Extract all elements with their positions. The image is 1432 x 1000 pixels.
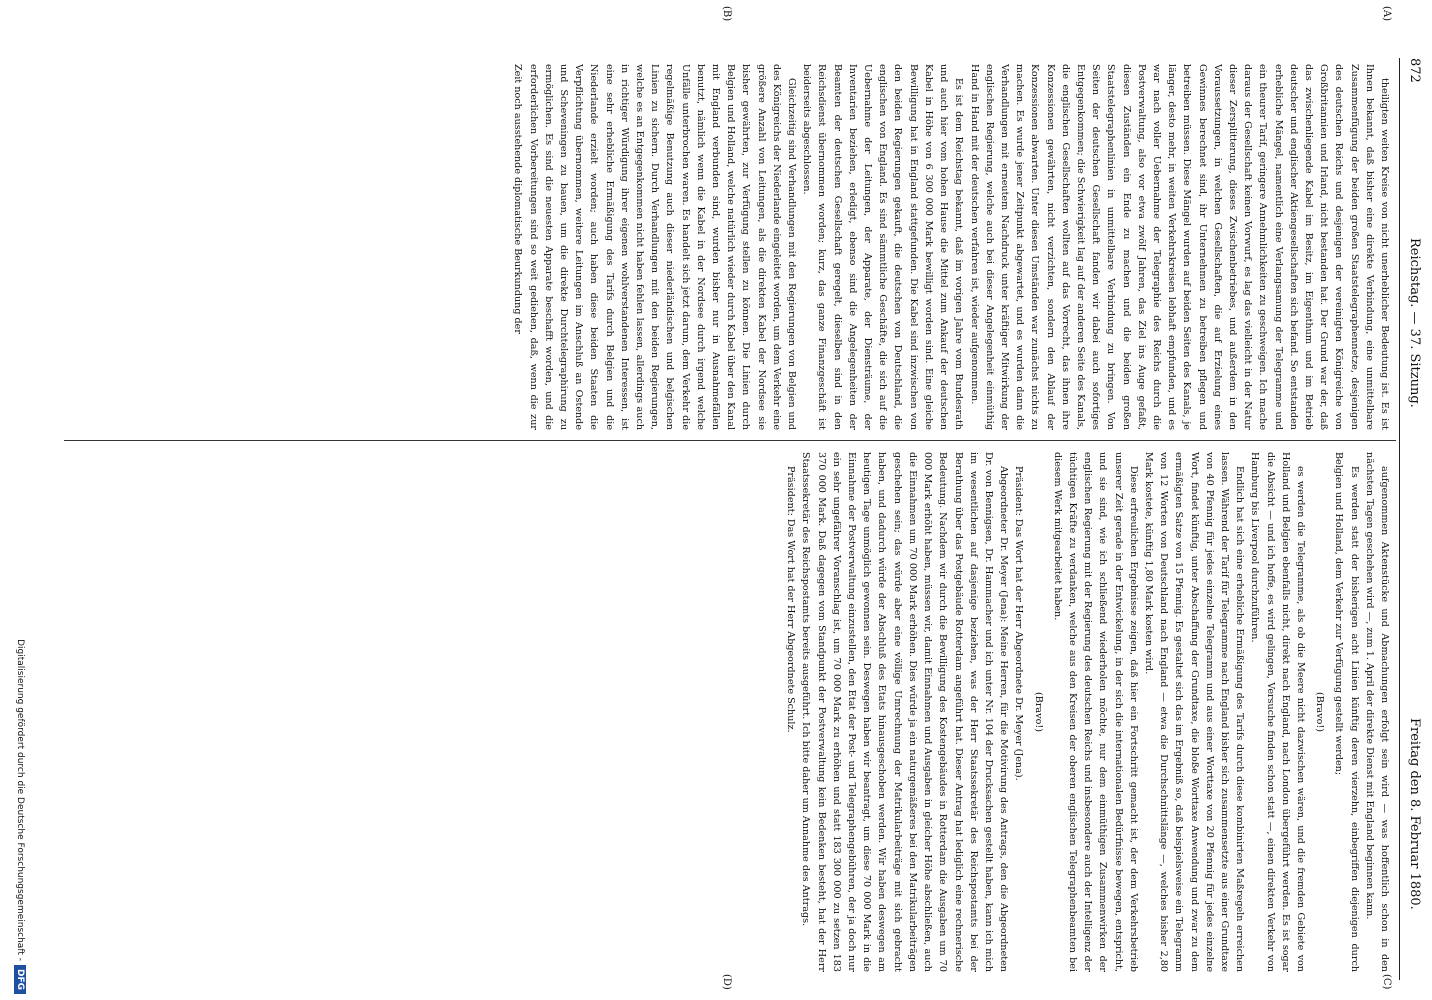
margin-marker-d: (D) <box>721 974 732 990</box>
paragraph: Gleichzeitig sind Verhandlungen mit den Regierungen von Belgien und des Königreichs der Niederlande eingeleitet worden, um dem Verkehr eine größere Anzahl von Leitungen, als die direkten Kabel der Nordsee sie bisher gewährten, zur Verfügung stellen zu können. Die Linien durch Belgien und Holland, welche natürlich wieder durch Kabel über den Kanal mit England verbunden sind, wurden bisher nur in Ausnahmefällen benutzt, nämlich wenn die Kabel in der Nordsee durch irgend welche Unfälle unterbrochen waren. Es handelt sich jetzt darum, dem Verkehr die regelmäßige Benutzung auch dieser niederländischen und belgischen Linien zu sichern. Durch Verhandlungen mit den beiden Regierungen, welche es an Entgegenkommen nicht haben fehlen lassen, allerdings auch in richtiger Würdigung ihrer eigenen wohlverstandenen Interessen, ist eine sehr erhebliche Ermäßigung des Tarifs durch Belgien und die Niederlande erzielt worden; auch haben diese beiden Staaten die Verpflichtung übernommen, weitere Leitungen im Anschluß an Ostende und Scheveningen zu bauen, um die direkte Durchtelegraphirung zu ermöglichen. Es sind die neuesten Apparate beschafft worden, und die erforderlichen Vorbereitungen sind so weit gediehen, daß, wenn die zur Zeit noch ausstehende diplomatische Beurkundung der <box>512 64 798 430</box>
paragraph-president: Präsident: Das Wort hat der Herr Abgeordnete Schulz. <box>785 466 797 733</box>
digitization-credit <box>8 4 26 994</box>
page-header <box>1399 58 1424 980</box>
paragraph: aufgenommen Aktenstücke und Abmachungen erfolgt sein wird — was hoffentlich schon in den nächsten Tagen geschehen wird —, zum 1. April der direkte Dienst mit England beginnen kann. <box>1363 452 1390 972</box>
applause-note: (Bravo!) <box>1032 692 1044 732</box>
dfg-logo: DFG <box>14 965 26 994</box>
page-number: 872 <box>1407 58 1422 83</box>
paragraph: Es ist dem Reichstag bekannt, daß im vorigen Jahre vom Bundesrath und auch hier vom hohen Hause die Mittel zum Ankauf der deutschen Kabel in Höhe von 6 300 000 Mark bewilligt worden sind. Eine gleiche Bewilligung hat in England stattgefunden. Die Kabel sind inzwischen von den beiden Regierungen gekauft, die deutschen von Deutschland, die englischen von England. Es sind sämmtliche Geschäfte, die sich auf die Uebernahme der Leitungen, der Apparate, der Diensträume, der Inventarien beziehen, erledigt, ebenso sind die Angelegenheiten der Beamten der deutschen Gesellschaft geregelt, dieselben sind in den Reichsdienst übernommen worden; kurz, das ganze Finanzgeschäft ist beiderseits abgeschlossen. <box>801 64 965 430</box>
paragraph-speech: Abgeordneter Dr. Meyer (Jena): Meine Herren, für die Motivirung des Antrags, den die Abgeordneten Dr. von Bennigsen, Dr. Hammacher und ich unter Nr. 104 der Drucksachen gestellt haben, kann ich mich im wesentlichen auf dasjenige beziehen, was der Herr Staatssekretär des Reichspostamts bei der Berathung über das Postgebäude Rotterdam angeführt hat. Dieser Antrag hat lediglich eine rechnerische Bedeutung. Nachdem wir durch die Bewilligung des Kostengebäudes in Rotterdam die Ausgaben um 70 000 Mark erhöht haben, müssen wir, damit Einnahmen und Ausgaben in gleicher Höhe abschließen, auch die Einnahmen um 70 000 Mark erhöhen. Dies würde ja ein naturgemäßeres bei den Matrikularbeiträgen geschehen sein; das würde aber eine völlige Umrechnung der Matrikularbeiträge mit sich gebracht haben, und dadurch würde der Abschluß des Etats hinausgeschoben werden. Wir haben deswegen am heutigen Tage unmöglich gewonnen sein. Deswegen haben wir beantragt, um diese 70 000 Mark in die Einnahme der Postverwaltung einzustellen, den Etat der Post- und Telegraphengebühren, der ja doch nur ein sehr ungefährer Voranschlag ist, um 70 000 Mark zu erhöhen und statt 183 300 000 zu setzen 183 370 000 Mark. Daß dagegen vom Standpunkt der Postverwaltung kein Bedenken besteht, hat der Herr Staatssekretär des Reichspostamts bereits ausgeführt. Ich bitte daher um Annahme des Antrags. <box>800 452 1010 972</box>
margin-marker-a: (A) <box>1381 6 1392 22</box>
paragraph: Es werden statt der bisherigen acht Linien künftig deren vierzehn, einbegriffen diejenigen durch Belgien und Holland, dem Verkehr zur Verfügung gestellt werden; <box>1333 452 1360 972</box>
left-running-title: Reichstag. — 37. Sitzung. <box>1407 238 1422 408</box>
text-column-left <box>64 64 1392 430</box>
paragraph: Diese erfreulichen Ergebnisse zeigen, daß hier ein Fortschritt gemacht ist, der dem Verkehrsbetrieb unserer Zeit gerade in der Entwickelung, in der sich die internationalen Bedürfnisse bewegen, entspricht, und sie sind, wie ich schließend wiederholen möchte, nur dem einmüthigen Zusammenwirken der englischen Regierung mit der Regierung des deutschen Reichs und insbesondere auch der Intelligenz der tüchtigen Kräfte zu verdanken, welche aus den Kreisen der oberen englischen Telegraphenbeamten bei diesem Werk mitgearbeitet haben. <box>1051 452 1139 972</box>
paragraph-president: Präsident: Das Wort hat der Herr Abgeordnete Dr. Meyer (Jena). <box>1013 466 1025 781</box>
digitization-text: Digitalisierung gefördert durch die Deutsche Forschungsgemeinschaft - <box>15 639 25 961</box>
paragraph: Endlich hat sich eine erhebliche Ermäßigung des Tarifs durch diese kombinirten Maßregeln erreichen lassen. Während der Tarif für Telegramme nach England bisher sich zusammensetzte aus einer Grundtaxe von 40 Pfennig für jedes einzelne Telegramm und aus einer Worttaxe von 20 Pfennig für jedes einzelne Wort, findet künftig, unter Abschaffung der Grundtaxe, die bloße Worttaxe Anwendung und zwar zu dem ermäßigten Satze von 15 Pfennig. Es gestaltet sich das im Ergebniß so, daß beispielsweise ein Telegramm von 12 Worten von Deutschland nach England — etwa die Durchschnittslänge —, welches bisher 2,80 Mark kostete, künftig 1,80 Mark kosten wird. <box>1142 452 1246 972</box>
margin-marker-b: (B) <box>721 6 732 22</box>
applause-note: (Bravo!) <box>1314 692 1326 732</box>
column-divider <box>64 440 1396 441</box>
margin-marker-c: (C) <box>1381 974 1392 990</box>
paragraph: theiligten weiten Kreise von nicht unerheblicher Bedeutung ist. Es ist Ihnen bekannt, daß bisher eine direkte Verbindung, eine unmittelbare Zusammenfügung der beiden großen Staatstelegraphennetze, desjenigen des deutschen Reichs und desjenigen der vereinigten Königreiche von Großbritannien und Irland, nicht bestanden hat. Der Grund war der, daß das zwischenliegende Kabel im Besitz, im Eigenthum und im Betrieb deutscher und englischer Aktiengesellschaften sich befand. So entstanden erhebliche Mängel, namentlich eine Verlangsamung der Telegramme und ein theurer Tarif, geringere Annehmlichkeiten zu geschweigen. Ich mache daraus der Gesellschaft keinen Vorwurf, es lag das vielleicht in der Natur dieser Zersplitterung, dieses Zwischenbetriebes, und außerdem in den Voraussetzungen, in welchen Gesellschaften, die auf Erzielung eines Gewinnes berechnet sind, ihr Unternehmen zu betreiben pflegen und betreiben müssen. Diese Mängel wurden auf beiden Seiten des Kanals, je länger, desto mehr, in weiten Verkehrskreisen lebhaft empfunden, und es war nach voller Uebernahme der Telegraphie des Reichs durch die Postverwaltung, also vor etwa zwölf Jahren, das Ziel ins Auge gefaßt, diesen Zuständen ein Ende zu machen und die beiden großen Staatstelegraphenlinien in unmittelbare Verbindung zu bringen. Von Seiten der deutschen Gesellschaft fanden wir dabei auch sofortiges Entgegenkommen; die Schwierigkeit lag auf der anderen Seite des Kanals, die englischen Gesellschaften wollten auf das Vorrecht, das ihnen ihre Konzessionen gewährten, nicht verzichten, sondern den Ablauf der Konzessionen abwarten. Unter diesen Umständen war zunächst nichts zu machen. Es wurde jener Zeitpunkt abgewartet, und es wurden dann die Verhandlungen mit erneutem Nachdruck unter kräftiger Mitwirkung der englischen Regierung, welche auch bei dieser Angelegenheit einmüthig Hand in Hand mit der deutschen verfahren ist, wieder aufgenommen. <box>968 64 1390 430</box>
right-running-title: Freitag den 8. Februar 1880. <box>1407 718 1422 910</box>
text-column-right <box>64 452 1392 972</box>
paragraph: es werden die Telegramme, als ob die Meere nicht dazwischen wären, und die fremden Gebiete von Holland und Belgien ebenfalls nicht, direkt nach England, nach London übergeführt werden. Es ist sogar die Absicht — und ich hoffe, es wird gelingen, Versuche finden schon statt —, einen direkten Verkehr von Hamburg bis Liverpool durchzuführen. <box>1249 452 1306 972</box>
